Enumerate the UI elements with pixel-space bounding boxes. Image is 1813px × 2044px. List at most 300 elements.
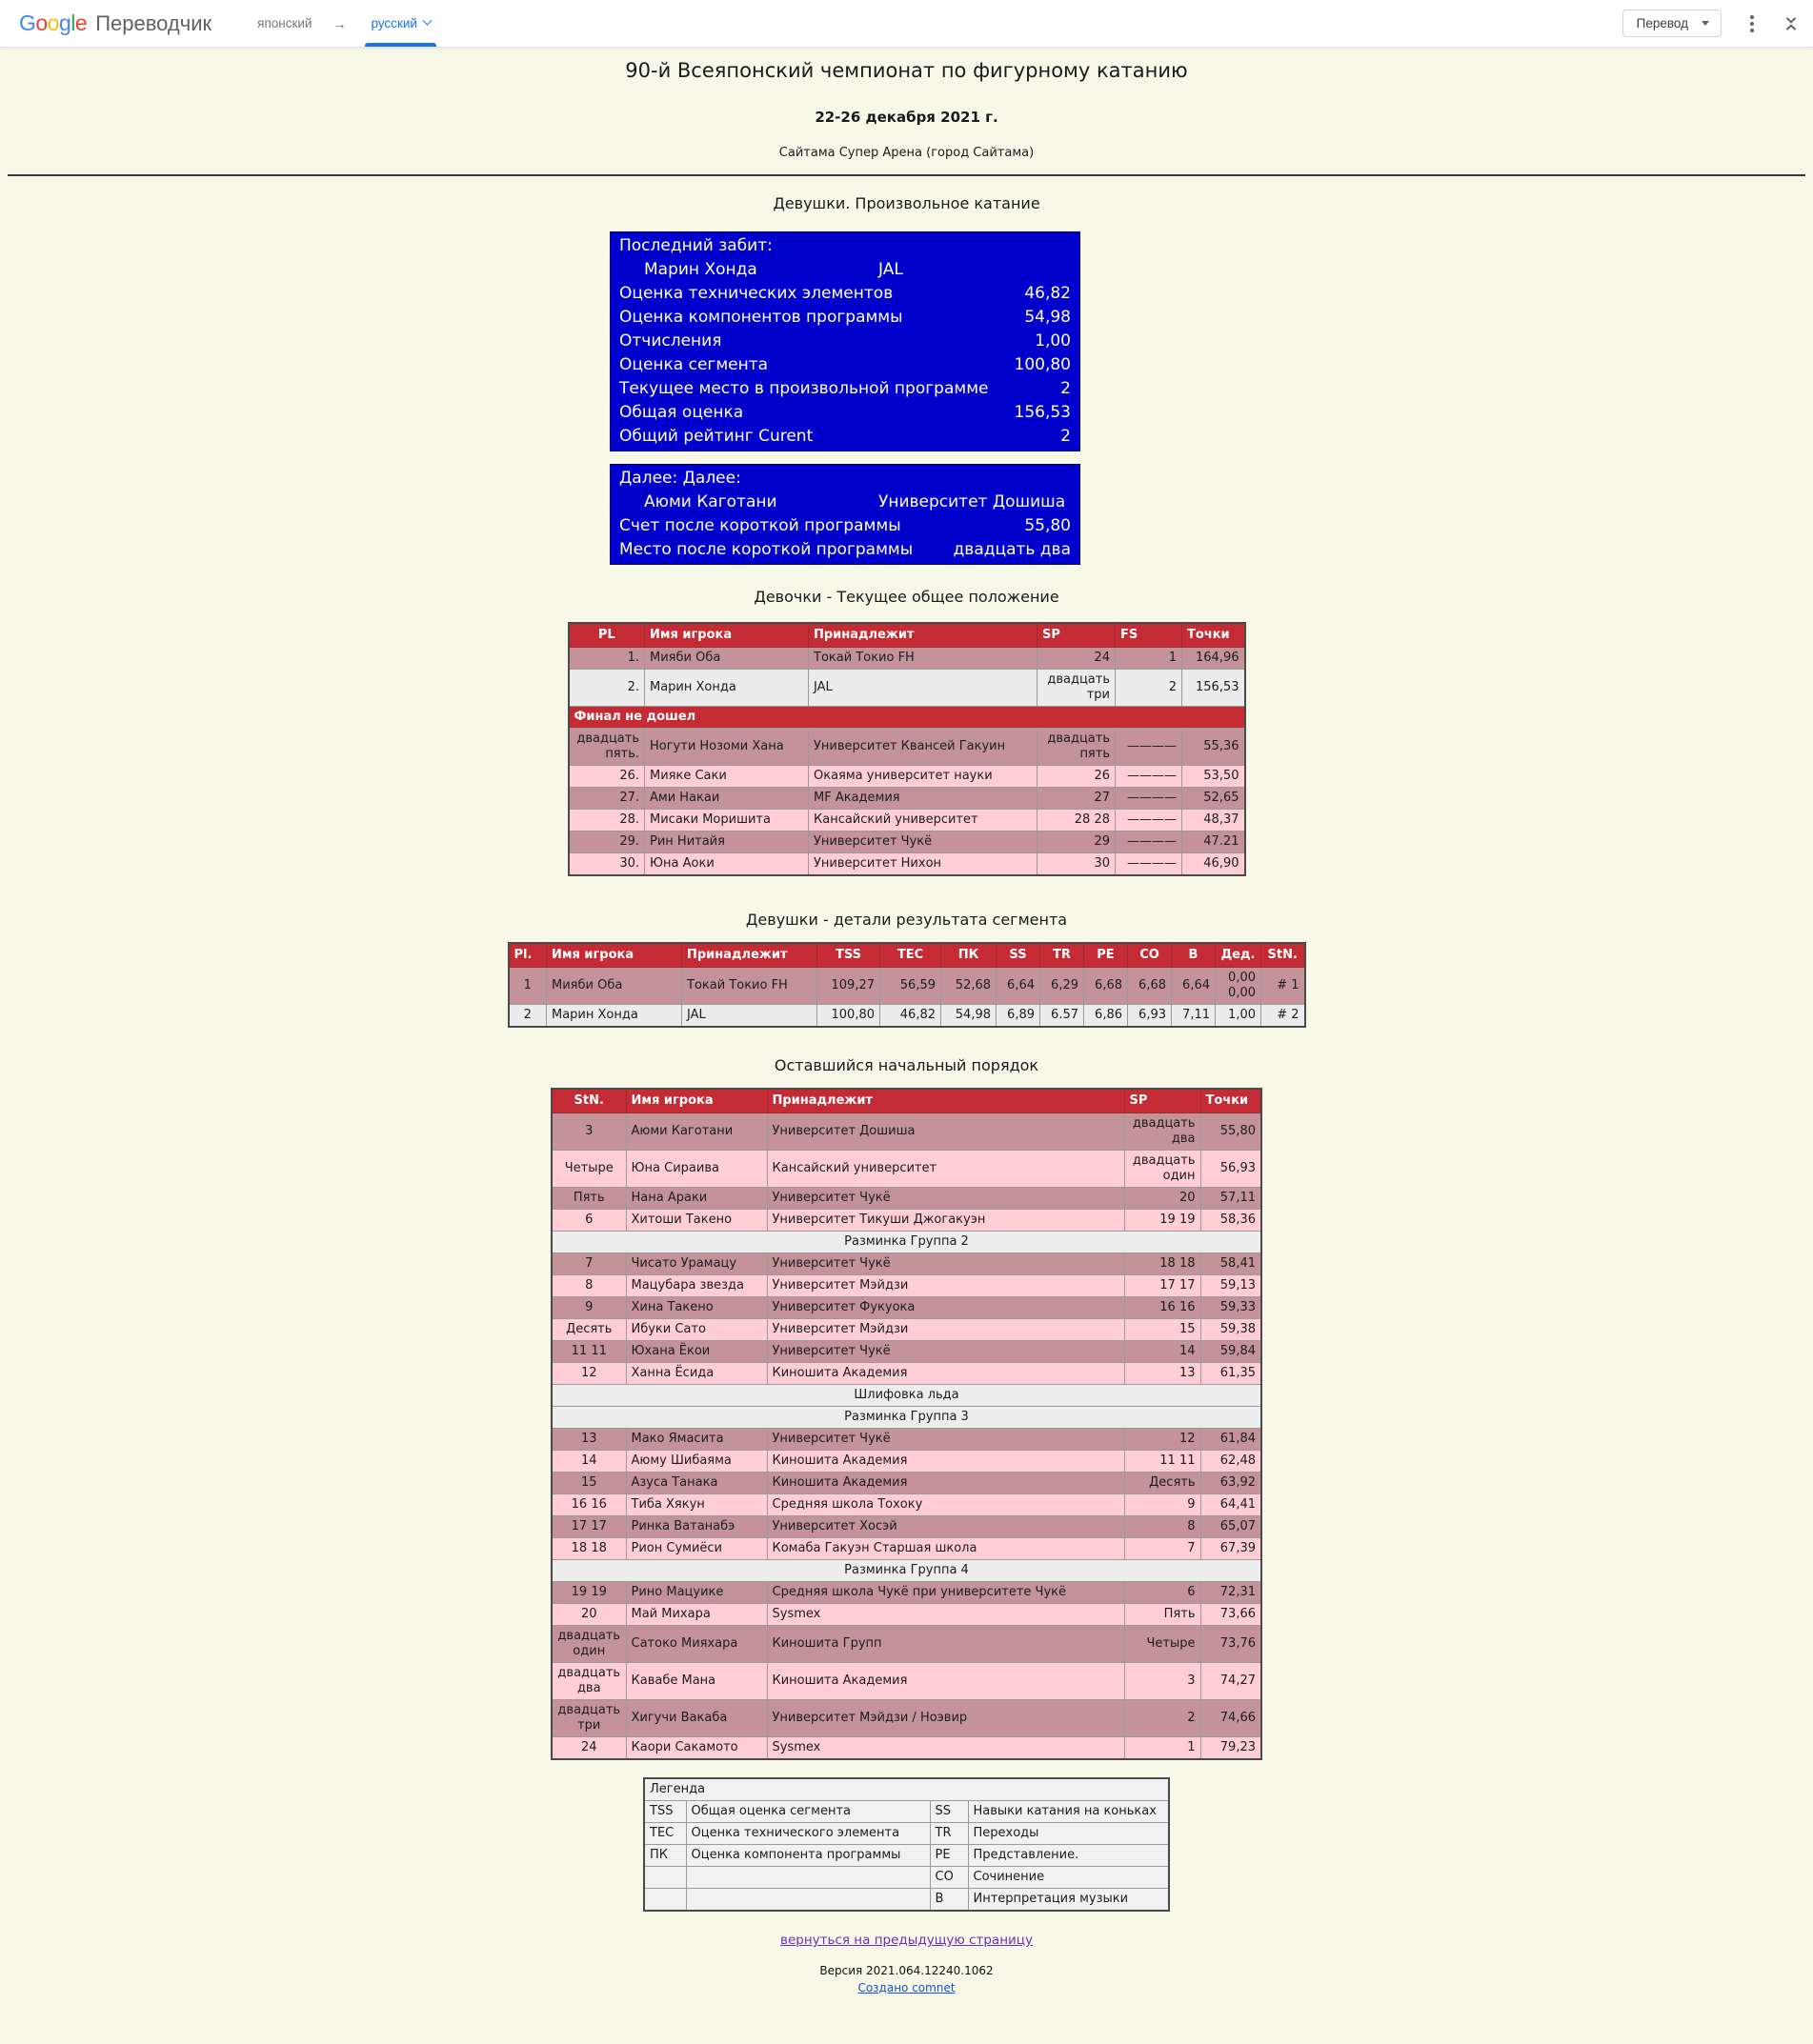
column-header: Принадлежит [809,623,1037,648]
table-row [644,1867,1169,1889]
cell: Ханна Ёсида [626,1363,767,1385]
collapse-toolbar-button[interactable] [1783,15,1800,32]
cell: 59,84 [1200,1341,1261,1363]
column-header: Имя игрока [645,623,809,648]
cell: 72,31 [1200,1582,1261,1604]
cell [644,1889,686,1912]
cell: 29. [569,832,645,853]
cell: ———— [1116,853,1182,876]
cell: 11 11 [552,1341,626,1363]
table-row [552,1429,1261,1451]
score-row [611,425,1079,449]
cell: 56,59 [880,968,941,1005]
header-row [509,943,1305,968]
score-label: Отчисления [619,331,722,351]
cell: ПК [644,1845,686,1867]
cell: Университет Дошиша [767,1113,1124,1151]
cell: 28. [569,810,645,832]
cell: 30 [1037,853,1116,876]
table-row [552,1341,1261,1363]
band-row [552,1385,1261,1407]
cell: 79,23 [1200,1737,1261,1760]
cell: Сочинение [968,1867,1169,1889]
table-row [569,810,1245,832]
column-header: Точки [1182,623,1245,648]
page-footer [0,1912,1813,2005]
cell: 18 18 [1124,1253,1200,1275]
column-header: Принадлежит [767,1089,1124,1113]
standings-heading: Девочки - Текущее общее положение [754,588,1059,606]
cell: 73,66 [1200,1604,1261,1626]
column-header: PL [569,623,645,648]
column-header: ПК [941,943,997,968]
cell: # 2 [1261,1005,1305,1028]
score-value: 2 [1060,379,1071,398]
cell: Мацубара звезда [626,1275,767,1297]
version-text: Версия 2021.064.12240.1062 [819,1964,994,1977]
skater-affiliation: Университет Дошиша [878,492,1066,511]
cell: Юна Аоки [645,853,809,876]
skater-affiliation: JAL [878,260,903,279]
cell: 46,82 [880,1005,941,1028]
column-header: Имя игрока [626,1089,767,1113]
band-label: Финал не дошел [569,707,1245,729]
band-row [552,1232,1261,1253]
cell: Май Михара [626,1604,767,1626]
cell: Юхана Ёкои [626,1341,767,1363]
cell: JAL [682,1005,817,1028]
cell: Марин Хонда [547,1005,682,1028]
event-dates: 22-26 декабря 2021 г. [815,109,998,126]
score-row [611,538,1079,562]
cell: 26 [1037,766,1116,788]
cell: 1 [1124,1737,1200,1760]
cell: 13 [552,1429,626,1451]
cell: 73,76 [1200,1626,1261,1663]
page-title: 90-й Всеяпонский чемпионат по фигурному катанию [625,59,1188,82]
cell: PE [930,1845,968,1867]
column-header: FS [1116,623,1182,648]
cell: 7,11 [1172,1005,1216,1028]
cell: Пять [552,1188,626,1210]
table-row [552,1151,1261,1188]
cell: 7 [552,1253,626,1275]
band-label: Шлифовка льда [552,1385,1261,1407]
cell: 20 [552,1604,626,1626]
cell: 11 11 [1124,1451,1200,1473]
cell: 28 28 [1037,810,1116,832]
more-options-button[interactable] [1746,11,1758,36]
column-header: Имя игрока [547,943,682,968]
column-header: TR [1040,943,1084,968]
cell: Хина Такено [626,1297,767,1319]
cell: 56,93 [1200,1151,1261,1188]
cell: Университет Чукё [809,832,1037,853]
cell: 2. [569,670,645,707]
cell: Четыре [552,1151,626,1188]
cell: 54,98 [941,1005,997,1028]
cell: 19 19 [552,1582,626,1604]
cell: ———— [1116,788,1182,810]
cell: Десять [552,1319,626,1341]
cell: 6,89 [997,1005,1040,1028]
next-skater-scoreboard [610,464,1080,565]
event-venue: Сайтама Супер Арена (город Сайтама) [778,146,1035,160]
cell: Кавабе Мана [626,1663,767,1700]
cell: 164,96 [1182,648,1245,670]
column-header: Pl. [509,943,547,968]
cell: Университет Тикуши Джогакуэн [767,1210,1124,1232]
cell: 55,36 [1182,729,1245,766]
cell: 16 16 [1124,1297,1200,1319]
cell: Мияби Оба [547,968,682,1005]
segment-heading: Девушки. Произвольное катание [773,194,1040,212]
cell: 14 [552,1451,626,1473]
cell: 2 [509,1005,547,1028]
cell: Университет Хосэй [767,1516,1124,1538]
cell: Аюми Каготани [626,1113,767,1151]
cell: 74,66 [1200,1700,1261,1737]
cell: 6,68 [1128,968,1172,1005]
cell: 65,07 [1200,1516,1261,1538]
cell: ———— [1116,832,1182,853]
cell: двадцать пять. [569,729,645,766]
table-row [552,1253,1261,1275]
score-value: 46,82 [1024,284,1071,303]
cell: 6 [552,1210,626,1232]
cell: 18 18 [552,1538,626,1560]
column-header: SP [1037,623,1116,648]
table-row [569,766,1245,788]
cell: 64,41 [1200,1494,1261,1516]
header-row [569,623,1245,648]
cell: Токай Токио FH [682,968,817,1005]
cell: 1,00 [1216,1005,1261,1028]
cell: TEC [644,1823,686,1845]
cell: 62,48 [1200,1451,1261,1473]
cell: Sysmex [767,1604,1124,1626]
source-language-tab[interactable]: японский [257,16,312,30]
cell: Хигучи Вакаба [626,1700,767,1737]
cell: Десять [1124,1473,1200,1494]
cell: 6,93 [1128,1005,1172,1028]
cell: 55,80 [1200,1113,1261,1151]
cell: 1 [509,968,547,1005]
table-row [552,1451,1261,1473]
cell: Киношита Академия [767,1363,1124,1385]
caret-down-icon [1702,21,1709,26]
cell: 12 [552,1363,626,1385]
cell: 100,80 [817,1005,880,1028]
table-row [552,1737,1261,1760]
header-row [552,1089,1261,1113]
language-selector [257,0,434,47]
active-tab-indicator [365,43,435,47]
cell: 57,11 [1200,1188,1261,1210]
cell: Переходы [968,1823,1169,1845]
standings-table [568,622,1246,876]
table-row [569,670,1245,707]
translate-toolbar [0,0,1813,48]
cell: Комаба Гакуэн Старшая школа [767,1538,1124,1560]
column-header: SS [997,943,1040,968]
cell: Университет Мэйдзи [767,1275,1124,1297]
score-value: 156,53 [1014,403,1071,422]
cell: 16 16 [552,1494,626,1516]
cell: Университет Мэйдзи / Ноэвир [767,1700,1124,1737]
column-header: Точки [1200,1089,1261,1113]
table-row [509,1005,1305,1028]
score-value: 2 [1060,427,1071,446]
cell [686,1867,930,1889]
cell: 63,92 [1200,1473,1261,1494]
band-label: Легенда [644,1778,1169,1801]
cell: 3 [552,1113,626,1151]
score-row [611,514,1079,538]
table-row [552,1663,1261,1700]
cell: 58,41 [1200,1253,1261,1275]
score-rows [611,282,1079,449]
cell: Рион Сумиёси [626,1538,767,1560]
cell: 7 [1124,1538,1200,1560]
cell: ———— [1116,729,1182,766]
column-header: TEC [880,943,941,968]
google-logo: G o o g l e [19,10,88,35]
segment-details-heading: Девушки - детали результата сегмента [745,911,1068,929]
cell: Университет Чукё [767,1188,1124,1210]
cell: 27. [569,788,645,810]
score-label: Текущее место в произвольной программе [619,379,989,398]
skater-row [611,491,1079,514]
credit-link[interactable]: Создано comnet [857,1981,956,1994]
cell: Сатоко Мияхара [626,1626,767,1663]
cell: Университет Нихон [809,853,1037,876]
cell: Ринка Ватанабэ [626,1516,767,1538]
cell: Окаяма университет науки [809,766,1037,788]
table-row [644,1801,1169,1823]
table-row [552,1188,1261,1210]
cell: 2 [1124,1700,1200,1737]
cell: JAL [809,670,1037,707]
cell: двадцать один [1124,1151,1200,1188]
table-row [644,1823,1169,1845]
cell: Тиба Хякун [626,1494,767,1516]
cell: Рин Нитайя [645,832,809,853]
cell: 59,13 [1200,1275,1261,1297]
cell: 9 [552,1297,626,1319]
cell: Нана Араки [626,1188,767,1210]
cell: Университет Мэйдзи [767,1319,1124,1341]
cell: Ибуки Сато [626,1319,767,1341]
band-row [552,1560,1261,1582]
cell: 24 [1037,648,1116,670]
cell: Оценка технического элемента [686,1823,930,1845]
cell: Университет Чукё [767,1341,1124,1363]
cell: Интерпретация музыки [968,1889,1169,1912]
cell: 109,27 [817,968,880,1005]
cell: Токай Токио FH [809,648,1037,670]
cell: 19 19 [1124,1210,1200,1232]
table-row [569,788,1245,810]
cell: 6,29 [1040,968,1084,1005]
cell: Киношита Академия [767,1473,1124,1494]
cell: 15 [552,1473,626,1494]
table-row [552,1473,1261,1494]
cell: Ногути Нозоми Хана [645,729,809,766]
cell: 53,50 [1182,766,1245,788]
cell: 14 [1124,1341,1200,1363]
cell: Чисато Урамацу [626,1253,767,1275]
cell: Оценка компонента программы [686,1845,930,1867]
cell: TR [930,1823,968,1845]
cell: 61,35 [1200,1363,1261,1385]
scoreboard-header: Последний забит: [619,236,773,255]
cell: 59,33 [1200,1297,1261,1319]
cell: 61,84 [1200,1429,1261,1451]
scoreboard-header: Далее: Далее: [619,469,741,488]
table-row [552,1582,1261,1604]
legend-table [643,1777,1170,1912]
start-order-heading: Оставшийся начальный порядок [774,1056,1039,1074]
cell: 12 [1124,1429,1200,1451]
cell: 6,68 [1084,968,1128,1005]
toolbar-actions [1622,10,1800,37]
cell: 1 [1116,648,1182,670]
table-row [569,648,1245,670]
score-row [611,330,1079,353]
start-order-table [551,1088,1262,1760]
cell: 24 [552,1737,626,1760]
score-row [611,306,1079,330]
band-row [569,707,1245,729]
score-label: Общая оценка [619,403,744,422]
column-header: CO [1128,943,1172,968]
cell: 9 [1124,1494,1200,1516]
score-label: Оценка технических элементов [619,284,894,303]
cell: Киношита Академия [767,1451,1124,1473]
cell: двадцать три [552,1700,626,1737]
band-label: Разминка Группа 3 [552,1407,1261,1429]
table-row [552,1494,1261,1516]
table-row [569,729,1245,766]
cell: двадцать один [552,1626,626,1663]
score-value: 100,80 [1014,355,1071,374]
column-header: StN. [552,1089,626,1113]
cell: 17 17 [552,1516,626,1538]
cell: 59,38 [1200,1319,1261,1341]
score-value: двадцать два [953,540,1071,559]
cell: Киношита Академия [767,1663,1124,1700]
cell: двадцать пять [1037,729,1116,766]
target-language-tab[interactable] [367,0,433,47]
translate-mode-button[interactable] [1622,10,1722,37]
cell: Четыре [1124,1626,1200,1663]
cell: 52,65 [1182,788,1245,810]
cell: 156,53 [1182,670,1245,707]
cell: 6,64 [1172,968,1216,1005]
cell: 74,27 [1200,1663,1261,1700]
arrow-right-icon: → [332,15,347,31]
cell: 6 [1124,1582,1200,1604]
table-row [552,1113,1261,1151]
cell: SS [930,1801,968,1823]
table-row [552,1363,1261,1385]
cell: Кансайский университет [767,1151,1124,1188]
skater-row [611,258,1079,282]
cell [686,1889,930,1912]
chevron-down-icon [422,16,432,26]
cell: Ами Накаи [645,788,809,810]
cell: B [930,1889,968,1912]
table-row [569,853,1245,876]
cell: 46,90 [1182,853,1245,876]
table-row [552,1275,1261,1297]
score-row [611,377,1079,401]
cell [644,1867,686,1889]
cell: Средняя школа Тохоку [767,1494,1124,1516]
cell: 6,64 [997,968,1040,1005]
cell: 27 [1037,788,1116,810]
cell: Университет Квансей Гакуин [809,729,1037,766]
cell: 3 [1124,1663,1200,1700]
table-row [552,1319,1261,1341]
cell: # 1 [1261,968,1305,1005]
cell: 2 [1116,670,1182,707]
cell: 17 17 [1124,1275,1200,1297]
score-label: Оценка компонентов программы [619,308,903,327]
cell: 67,39 [1200,1538,1261,1560]
last-skater-scoreboard [610,231,1080,451]
skater-name: Марин Хонда [644,260,757,279]
band-row [552,1407,1261,1429]
cell: Средняя школа Чукё при университете Чукё [767,1582,1124,1604]
table-row [509,968,1305,1005]
cell: Университет Чукё [767,1253,1124,1275]
cell: двадцать три [1037,670,1116,707]
table-row [552,1538,1261,1560]
cell: Университет Чукё [767,1429,1124,1451]
cell: двадцать два [1124,1113,1200,1151]
column-header: StN. [1261,943,1305,968]
cell: Марин Хонда [645,670,809,707]
cell: Юна Сираива [626,1151,767,1188]
cell: 15 [1124,1319,1200,1341]
table-row [569,832,1245,853]
column-header: SP [1124,1089,1200,1113]
table-row [552,1297,1261,1319]
cell: Мияке Саки [645,766,809,788]
score-row [611,353,1079,377]
divider [8,174,1805,176]
cell: CO [930,1867,968,1889]
cell: ———— [1116,766,1182,788]
cell: 0,00 0,00 [1216,968,1261,1005]
segment-details-table [508,942,1306,1028]
cell: Пять [1124,1604,1200,1626]
band-label: Разминка Группа 2 [552,1232,1261,1253]
skater-name: Аюми Каготани [644,492,777,511]
score-label: Счет после короткой программы [619,516,901,535]
cell: Кансайский университет [809,810,1037,832]
column-header: PE [1084,943,1128,968]
cell: Навыки катания на коньках [968,1801,1169,1823]
back-link[interactable]: вернуться на предыдущую страницу [780,1933,1033,1948]
cell: 52,68 [941,968,997,1005]
score-label: Оценка сегмента [619,355,769,374]
cell: Киношита Групп [767,1626,1124,1663]
band-label: Разминка Группа 4 [552,1560,1261,1582]
cell: 6,86 [1084,1005,1128,1028]
